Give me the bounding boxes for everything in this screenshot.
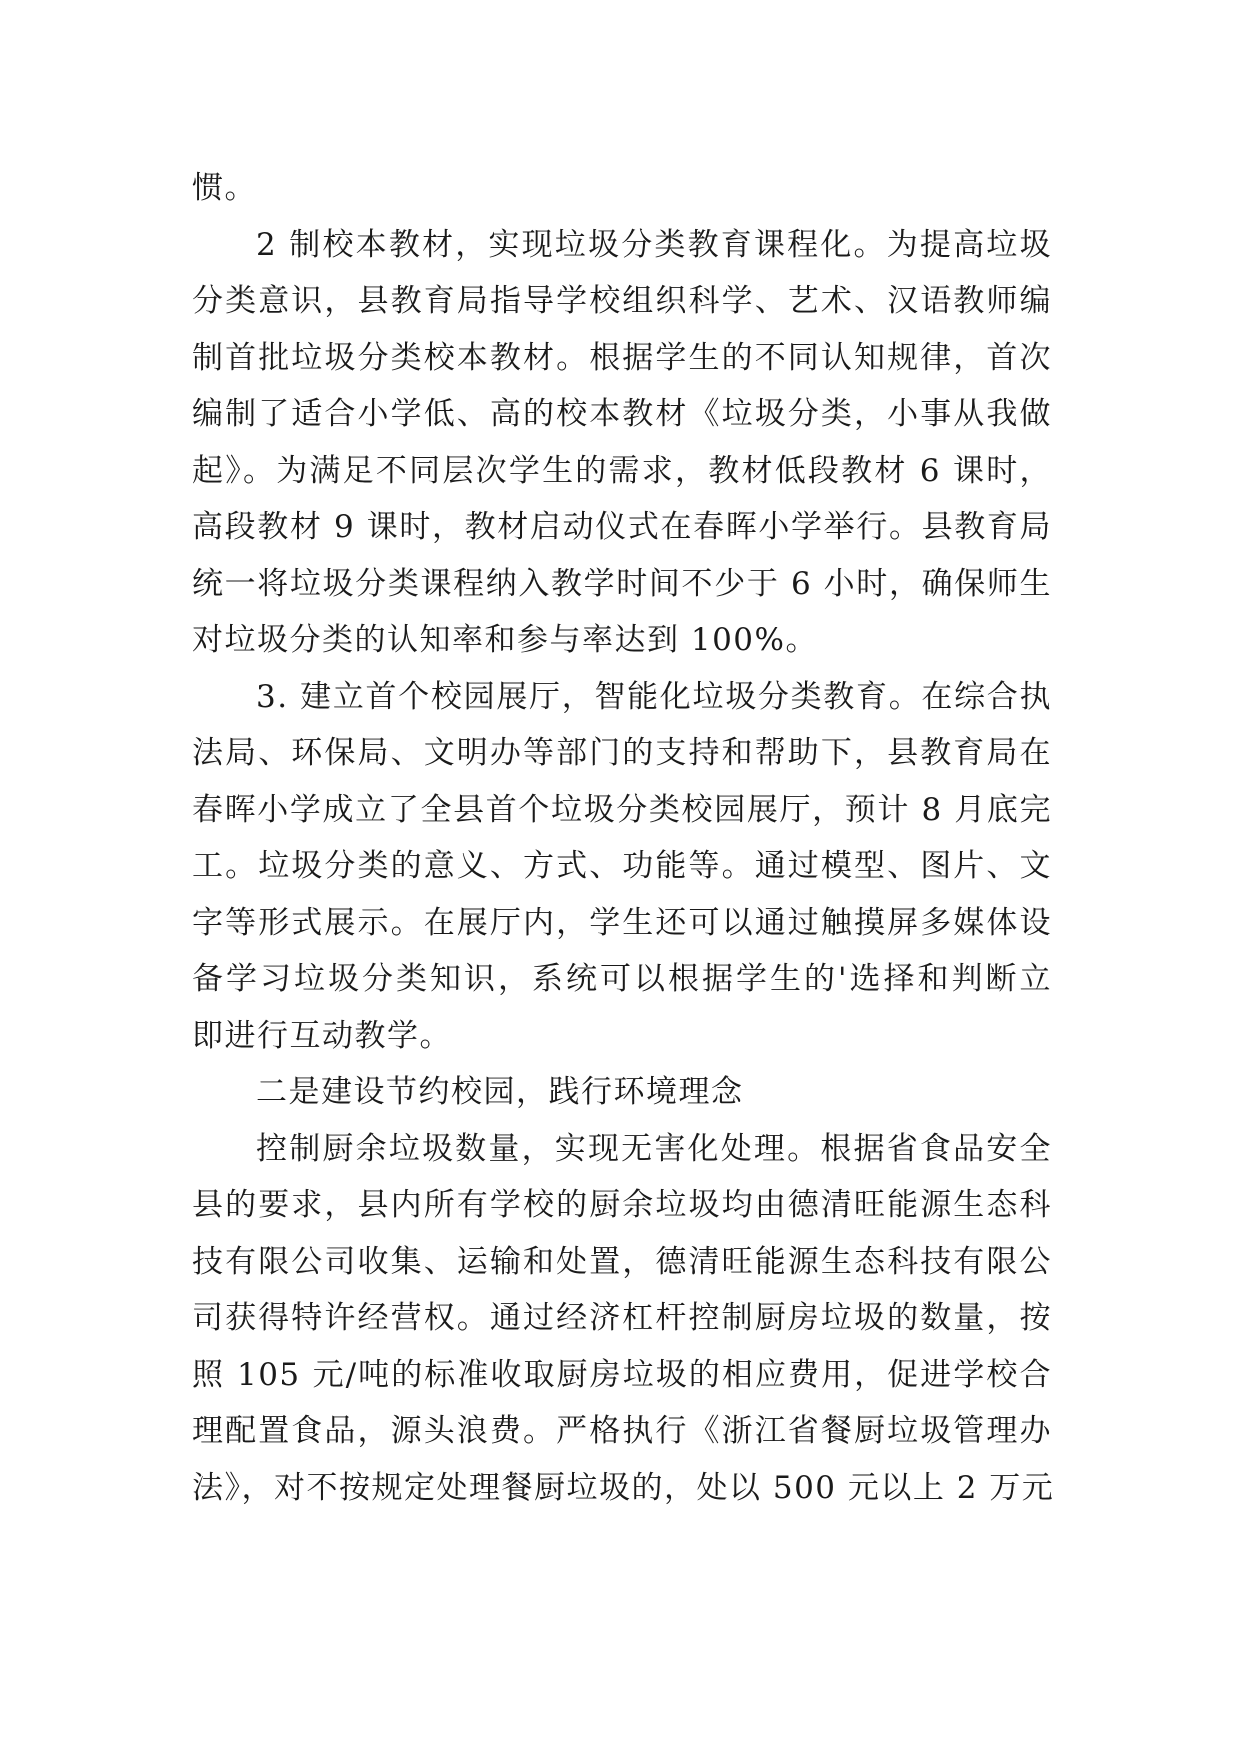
text-line: 即进行互动教学。: [192, 1017, 452, 1054]
text-line: 二是建设节约校园，践行环境理念: [256, 1074, 744, 1110]
document-body: [192, 160, 1055, 1516]
text-line: 备学习垃圾分类知识，系统可以根据学生的'选择和判断立: [192, 961, 1052, 997]
text-line: 法局、环保局、文明办等部门的支持和帮助下，县教育局在: [192, 735, 1052, 771]
text-line: 技有限公司收集、运输和处置，德清旺能源生态科技有限公: [192, 1243, 1052, 1280]
text-line: 县的要求，县内所有学校的厨余垃圾均由德清旺能源生态科: [192, 1187, 1052, 1223]
text-line: 字等形式展示。在展厅内，学生还可以通过触摸屏多媒体设: [192, 904, 1052, 941]
text-line: 2 制校本教材，实现垃圾分类教育课程化。为提高垃圾: [256, 226, 1052, 263]
text-line: 控制厨余垃圾数量，实现无害化处理。根据省食品安全: [256, 1130, 1052, 1167]
text-line: 工。垃圾分类的意义、方式、功能等。通过模型、图片、文: [192, 848, 1052, 884]
text-line: 高段教材 9 课时，教材启动仪式在春晖小学举行。县教育局: [192, 509, 1052, 545]
text-line: 3. 建立首个校园展厅，智能化垃圾分类教育。在综合执: [256, 678, 1052, 715]
text-line: 惯。: [192, 170, 257, 206]
text-line: 司获得特许经营权。通过经济杠杆控制厨房垃圾的数量，按: [192, 1300, 1052, 1336]
text-line: 照 105 元/吨的标准收取厨房垃圾的相应费用，促进学校合: [192, 1356, 1052, 1393]
text-line: 编制了适合小学低、高的校本教材《垃圾分类，小事从我做: [192, 396, 1052, 432]
text-line: 理配置食品，源头浪费。严格执行《浙江省餐厨垃圾管理办: [192, 1413, 1052, 1449]
text-line: 制首批垃圾分类校本教材。根据学生的不同认知规律，首次: [192, 339, 1052, 376]
text-line: 统一将垃圾分类课程纳入教学时间不少于 6 小时，确保师生: [192, 565, 1052, 602]
text-line: 春晖小学成立了全县首个垃圾分类校园展厅，预计 8 月底完: [192, 791, 1052, 828]
text-line: 起》。为满足不同层次学生的需求，教材低段教材 6 课时，: [192, 452, 1052, 489]
text-line: 法》，对不按规定处理餐厨垃圾的，处以 500 元以上 2 万元: [192, 1469, 1055, 1506]
text-line: 对垃圾分类的认知率和参与率达到 100%。: [192, 622, 818, 658]
text-line: 分类意识，县教育局指导学校组织科学、艺术、汉语教师编: [192, 283, 1052, 319]
